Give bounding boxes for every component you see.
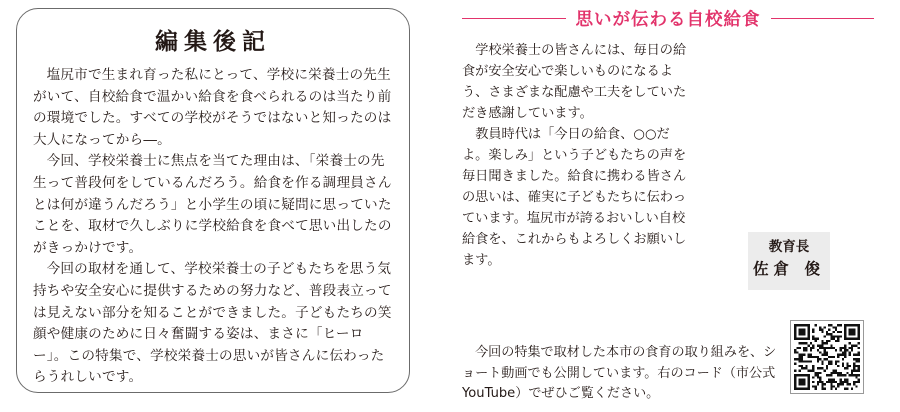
heading-rule-left [462,18,566,19]
signature-block [748,232,830,290]
editor-note-title: 編集後記 [155,29,271,55]
editor-paragraph: 今回の取材を通して、学校栄養士の子どもたちを思う気持ちや安全安心に提供するための努力など、普段表立っては見えない部分を知ることができました。子どもたちの笑顔や健康のために日々奮闘する姿は、まさに「ヒーロー」。この特集で、学校栄養士の思いが皆さんに伝わったらうれしいです。 [33,261,392,386]
message-paragraph: 教員時代は「今日の給食、○○だよ。楽しみ」という子どもたちの声を毎日聞きました。給食に携わる皆さんの思いは、確実に子どもたちに伝わっています。塩尻市が誇るおいしい自校給食を、これからもよろしくお願いします。 [462,127,687,268]
qr-code-graphic [794,324,860,390]
message-title: 思いが伝わる自校給食 [575,9,761,30]
signature-role: 教育長 [768,239,810,255]
qr-note: 今回の特集で取材した本市の食育の取り組みを、ショート動画でも公開しています。右のコード（市公式YouTube）でぜひご覧ください。 [462,345,777,401]
editor-paragraph: 塩尻市で生まれ育った私にとって、学校に栄養士の先生がいて、自校給食で温かい給食を食べられるのは当たり前の環境でした。すべての学校がそうではないと知ったのは大人になってから―。 [33,67,392,148]
editor-paragraph: 今回、学校栄養士に焦点を当てた理由は、「栄養士の先生って普段何をしているんだろう。給食を作る調理員さんとは何が違うんだろう」と小学生の頃に疑問に思っていたことを、取材で久しぶりに学校給食を食べて思い出したのがきっかけです。 [33,153,392,256]
message-heading [462,7,874,29]
signature-name: 佐倉 俊 [753,260,825,278]
editor-note-box [16,8,410,393]
editor-note-body [33,65,397,389]
qr-code-icon[interactable] [790,320,864,394]
superintendent-message [462,40,694,271]
heading-rule-right [771,18,875,19]
message-paragraph: 学校栄養士の皆さんには、毎日の給食が安全安心で楽しいものになるよう、さまざまな配慮や工夫をしていただき感謝しています。 [462,43,687,121]
